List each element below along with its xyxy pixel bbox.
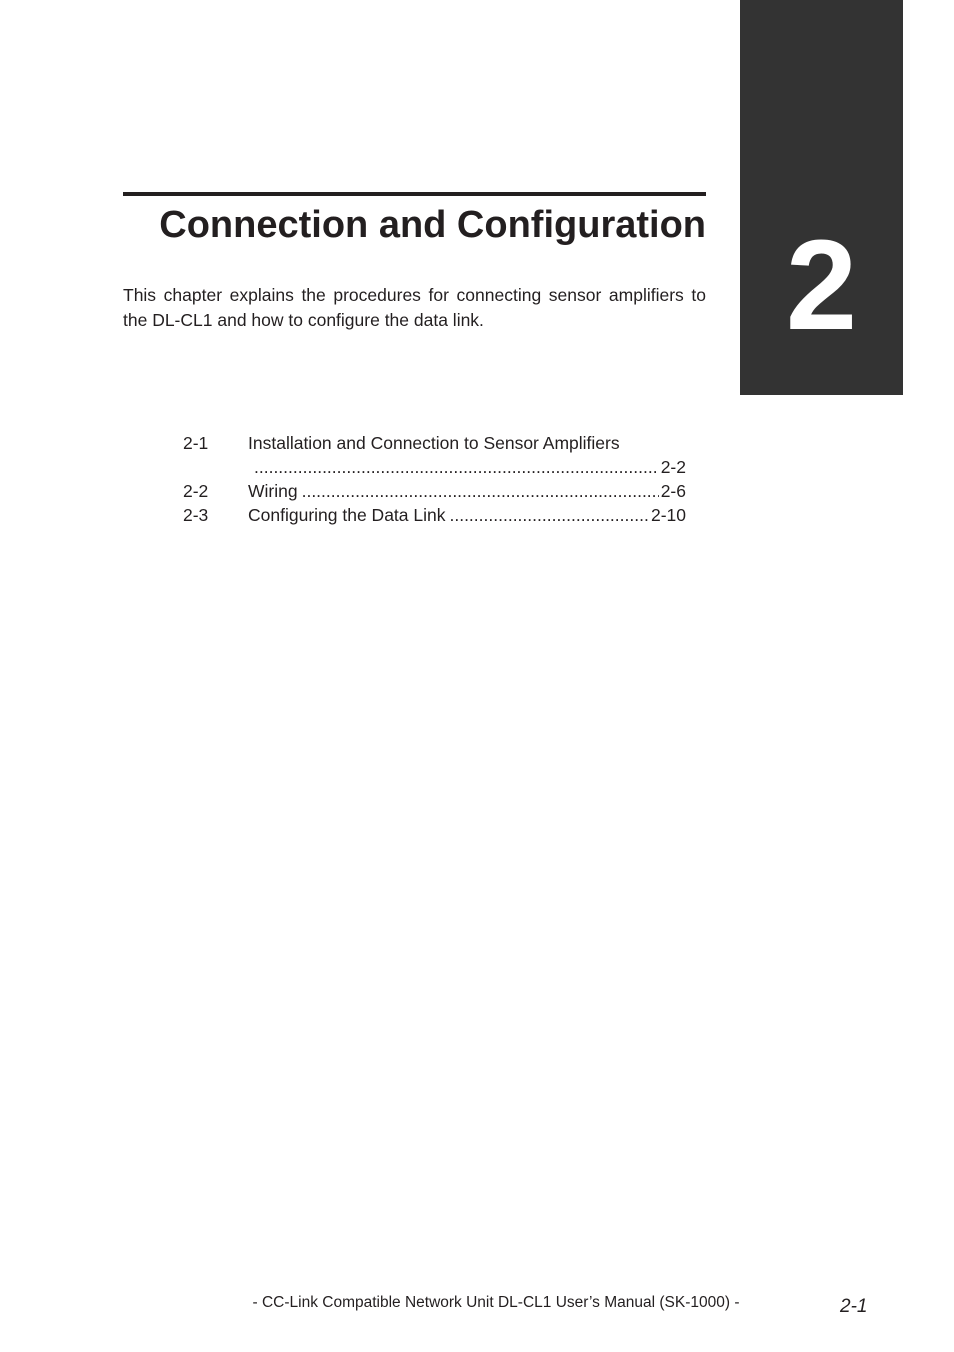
toc-entry-2-1[interactable] — [183, 431, 686, 455]
toc-entry-number: 2-1 — [183, 433, 209, 453]
toc-entry-2-3[interactable] — [183, 503, 686, 527]
toc-entry-page: 2-10 — [650, 505, 686, 525]
toc-entry-number: 2-2 — [183, 481, 209, 501]
toc-entry-2-2[interactable] — [183, 479, 686, 503]
toc-leader-dots — [254, 455, 659, 479]
footer-manual-title: - CC-Link Compatible Network Unit DL-CL1 User’s Manual (SK-1000) - — [252, 1294, 740, 1311]
table-of-contents — [183, 431, 686, 527]
toc-entry-2-1-page-line[interactable] — [183, 455, 686, 479]
page-number: 2-1 — [840, 1296, 868, 1317]
toc-entry-label: Configuring the Data Link — [248, 505, 446, 525]
chapter-number: 2 — [785, 214, 858, 357]
toc-entry-page: 2-6 — [660, 481, 686, 501]
toc-leader-dots — [449, 503, 648, 527]
toc-leader-dots — [302, 479, 659, 503]
chapter-tab — [740, 0, 903, 395]
toc-entry-page: 2-2 — [660, 457, 686, 477]
chapter-title: Connection and Configuration — [159, 204, 706, 246]
toc-entry-label: Wiring — [248, 481, 298, 501]
title-rule — [123, 192, 706, 196]
toc-entry-number: 2-3 — [183, 505, 209, 525]
chapter-intro: This chapter explains the procedures for connecting sensor amplifiers to the DL-CL1 and how to configure the data link. — [123, 285, 706, 330]
toc-entry-label: Installation and Connection to Sensor Amplifiers — [248, 433, 620, 453]
